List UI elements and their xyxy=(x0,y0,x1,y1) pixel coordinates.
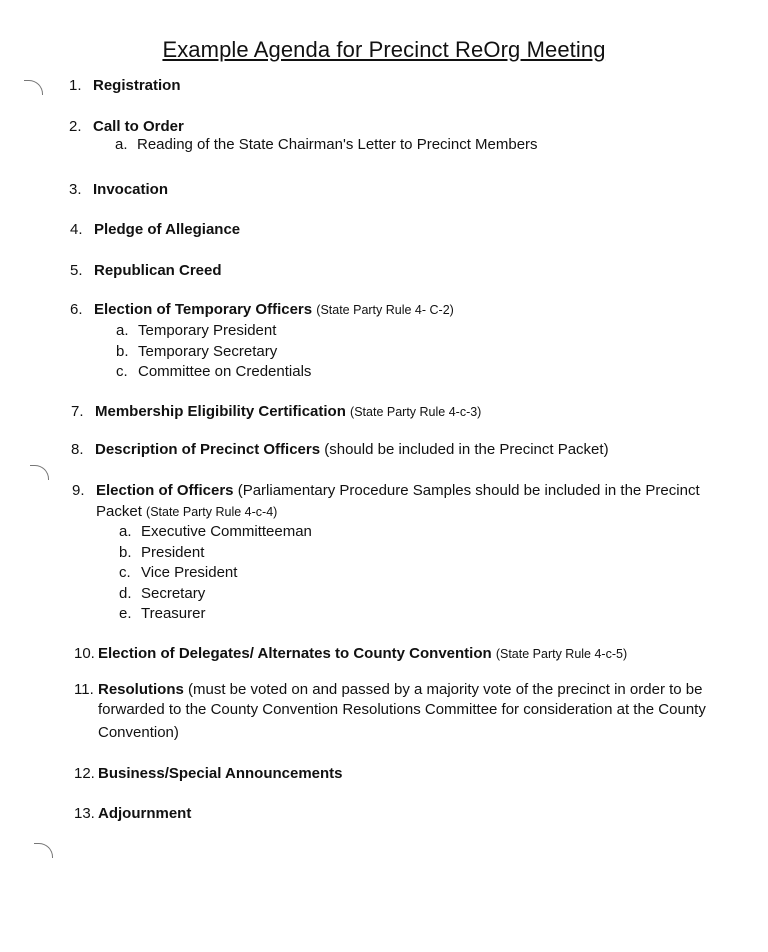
item-number: 12. xyxy=(74,765,95,782)
item-label: Invocation xyxy=(93,181,169,198)
item-label: Registration xyxy=(93,77,181,94)
item-number: 13. xyxy=(74,805,95,822)
item-number: 1. xyxy=(69,77,82,94)
hole-punch-mark xyxy=(24,80,43,95)
agenda-item-9 xyxy=(72,481,700,501)
item-label: Business/Special Announcements xyxy=(98,765,343,782)
agenda-item-4 xyxy=(70,220,240,240)
agenda-item-13 xyxy=(74,804,191,824)
sub-item xyxy=(115,135,538,155)
sub-text: Executive Committeeman xyxy=(141,523,312,540)
sub-item xyxy=(119,522,312,542)
item-description: (should be included in the Precinct Packet) xyxy=(324,441,609,458)
item-label: Pledge of Allegiance xyxy=(94,221,241,238)
agenda-item-12 xyxy=(74,764,343,784)
rule-note: (State Party Rule 4-c-5) xyxy=(495,647,628,661)
item-label: Election of Temporary Officers xyxy=(94,301,313,318)
sub-item xyxy=(119,563,237,583)
item-description-line2: forwarded to the County Convention Resolutions Committee for consideration at the County xyxy=(98,701,706,718)
hole-punch-mark xyxy=(34,843,53,858)
sub-item xyxy=(116,342,277,362)
rule-note: (State Party Rule 4- C-2) xyxy=(316,303,454,317)
item-description-continued xyxy=(98,723,179,743)
sub-letter: e. xyxy=(119,605,132,622)
item-label: Membership Eligibility Certification xyxy=(95,403,346,420)
sub-item xyxy=(116,321,276,341)
item-number: 11. xyxy=(74,681,94,698)
sub-letter: a. xyxy=(119,523,132,540)
item-label: Adjournment xyxy=(98,805,192,822)
item-label: Resolutions xyxy=(98,681,184,698)
item-description: (must be voted on and passed by a majority vote of the precinct in order to be xyxy=(188,681,703,698)
sub-letter: c. xyxy=(116,363,128,380)
item-description-line2: Packet xyxy=(96,503,142,520)
item-number: 4. xyxy=(70,221,83,238)
item-label: Republican Creed xyxy=(94,262,222,279)
item-label: Election of Officers xyxy=(96,482,234,499)
sub-text: President xyxy=(141,544,205,561)
sub-text: Reading of the State Chairman's Letter to Precinct Members xyxy=(137,136,538,153)
sub-item xyxy=(119,543,204,563)
sub-item xyxy=(116,362,311,382)
sub-text: Secretary xyxy=(141,585,206,602)
sub-text: Committee on Credentials xyxy=(138,363,312,380)
agenda-item-11 xyxy=(74,680,702,700)
item-number: 5. xyxy=(70,262,83,279)
agenda-item-6 xyxy=(70,300,454,320)
sub-letter: b. xyxy=(119,544,132,561)
agenda-item-7 xyxy=(71,402,481,422)
agenda-item-3 xyxy=(69,180,168,200)
item-description-line3: Convention) xyxy=(98,724,179,741)
sub-letter: b. xyxy=(116,343,129,360)
sub-item xyxy=(119,584,205,604)
sub-text: Temporary President xyxy=(138,322,277,339)
sub-letter: c. xyxy=(119,564,131,581)
sub-letter: a. xyxy=(116,322,129,339)
rule-note: (State Party Rule 4-c-4) xyxy=(146,505,278,519)
item-number: 10. xyxy=(74,645,95,662)
item-number: 8. xyxy=(71,441,84,458)
sub-text: Vice President xyxy=(141,564,238,581)
item-description: (Parliamentary Procedure Samples should be included in the Precinct xyxy=(237,482,700,499)
sub-letter: a. xyxy=(115,136,128,153)
rule-note: (State Party Rule 4-c-3) xyxy=(350,405,482,419)
agenda-item-10 xyxy=(74,644,627,664)
item-description-continued xyxy=(98,700,706,720)
sub-text: Temporary Secretary xyxy=(138,343,278,360)
item-number: 7. xyxy=(71,403,84,420)
sub-text: Treasurer xyxy=(141,605,206,622)
sub-letter: d. xyxy=(119,585,132,602)
item-number: 9. xyxy=(72,482,85,499)
item-label: Description of Precinct Officers xyxy=(95,441,321,458)
item-label: Call to Order xyxy=(93,118,184,135)
page-title: Example Agenda for Precinct ReOrg Meeting xyxy=(162,37,606,62)
item-number: 6. xyxy=(70,301,83,318)
sub-item xyxy=(119,604,205,624)
hole-punch-mark xyxy=(30,465,49,480)
item-number: 3. xyxy=(69,181,82,198)
item-description-continued xyxy=(96,502,277,522)
item-number: 2. xyxy=(69,118,82,135)
agenda-item-1 xyxy=(69,76,181,96)
agenda-item-8 xyxy=(71,440,609,460)
agenda-item-5 xyxy=(70,261,222,281)
agenda-item-2 xyxy=(69,117,184,137)
item-label: Election of Delegates/ Alternates to County Convention xyxy=(98,645,492,662)
